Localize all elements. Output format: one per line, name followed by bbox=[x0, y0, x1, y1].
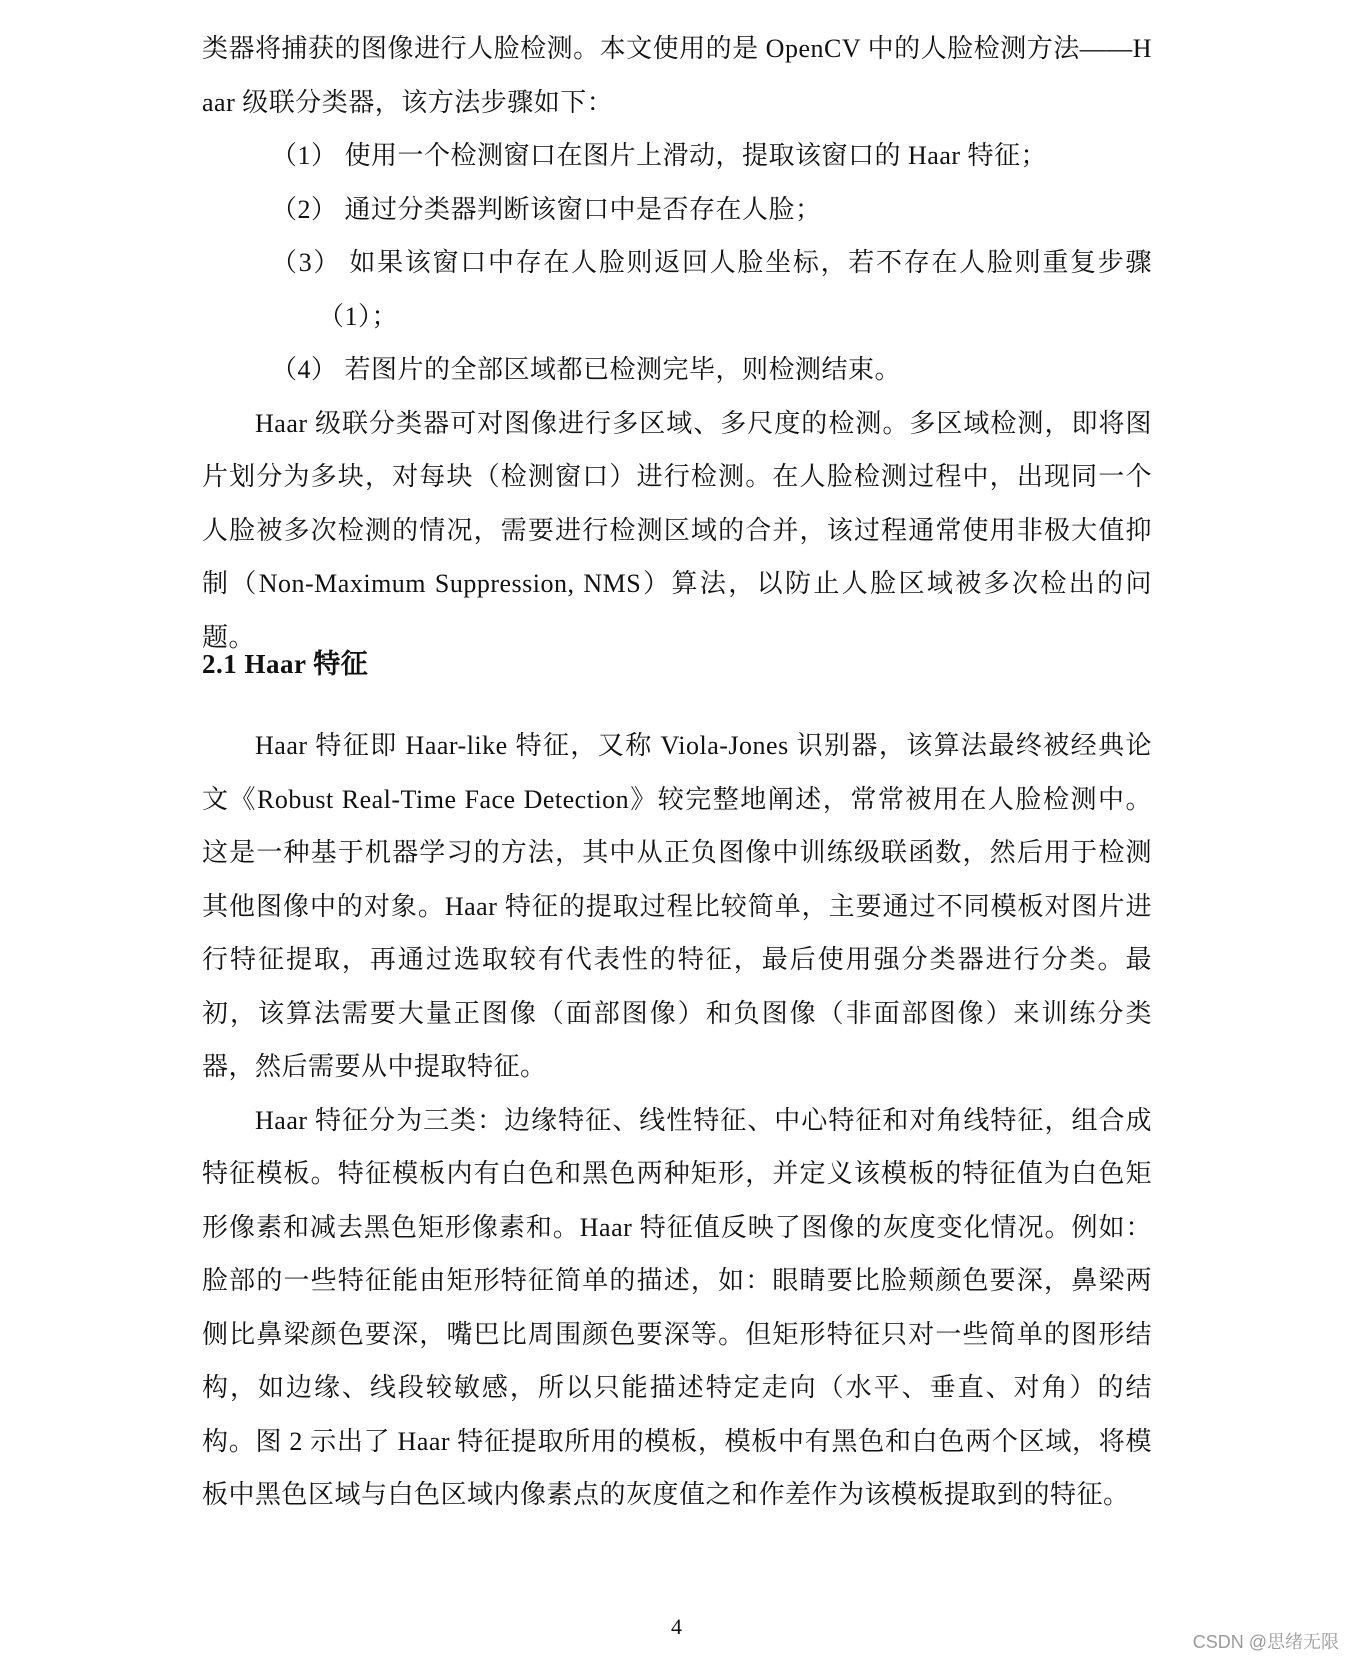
page-number: 4 bbox=[671, 1614, 682, 1639]
step-item-2: （2） 通过分类器判断该窗口中是否存在人脸； bbox=[271, 194, 822, 224]
step-item-3: （3） 如果该窗口中存在人脸则返回人脸坐标，若不存在人脸则重复步骤（1）； bbox=[271, 248, 1152, 331]
step-item-4: （4） 若图片的全部区域都已检测完毕，则检测结束。 bbox=[271, 355, 902, 384]
intro-paragraph: 类器将捕获的图像进行人脸检测。本文使用的是 OpenCV 中的人脸检测方法——Haar 级联分类器，该方法步骤如下： bbox=[202, 34, 1152, 117]
csdn-watermark: CSDN @思绪无限 bbox=[1192, 1632, 1339, 1652]
haar-paragraph-2: Haar 特征分为三类：边缘特征、线性特征、中心特征和对角线特征，组合成特征模板。特征模板内有白色和黑色两种矩形，并定义该模板的特征值为白色矩形像素和减去黑色矩形像素和。Haar 特征值反映了图像的灰度变化情况。例如：脸部的一些特征能由矩形特征简单的描述，如：眼睛要比脸颊颜色要深，鼻梁两侧比鼻梁颜色要深，嘴巴比周围颜色要深等。但矩形特征只对一些简单的图形结构，如边缘、线段较敏感，所以只能描述特定走向（水平、垂直、对角）的结构。图 2 示出了 Haar 特征提取所用的模板，模板中有黑色和白色两个区域，将模板中黑色区域与白色区域内像素点的灰度值之和作差作为该模板提取到的特征。 bbox=[202, 1105, 1153, 1509]
multi-detection-paragraph: Haar 级联分类器可对图像进行多区域、多尺度的检测。多区域检测，即将图片划分为多块，对每块（检测窗口）进行检测。在人脸检测过程中，出现同一个人脸被多次检测的情况，需要进行检测区域的合并，该过程通常使用非极大值抑制（Non-Maximum Suppression, NMS）算法，以防止人脸区域被多次检出的问题。 bbox=[202, 408, 1152, 652]
body-text-bottom bbox=[202, 719, 1152, 1522]
body-text-top bbox=[202, 22, 1152, 664]
haar-paragraph-1: Haar 特征即 Haar-like 特征，又称 Viola-Jones 识别器，该算法最终被经典论文《Robust Real-Time Face Detection》较完整地阐述，常常被用在人脸检测中。这是一种基于机器学习的方法，其中从正负图像中训练级联函数，然后用于检测其他图像中的对象。Haar 特征的提取过程比较简单，主要通过不同模板对图片进行特征提取，再通过选取较有代表性的特征，最后使用强分类器进行分类。最初，该算法需要大量正图像（面部图像）和负图像（非面部图像）来训练分类器，然后需要从中提取特征。 bbox=[202, 731, 1152, 1081]
section-heading: 2.1 Haar 特征 bbox=[202, 649, 369, 679]
step-item-1: （1） 使用一个检测窗口在图片上滑动，提取该窗口的 Haar 特征； bbox=[271, 141, 1048, 170]
